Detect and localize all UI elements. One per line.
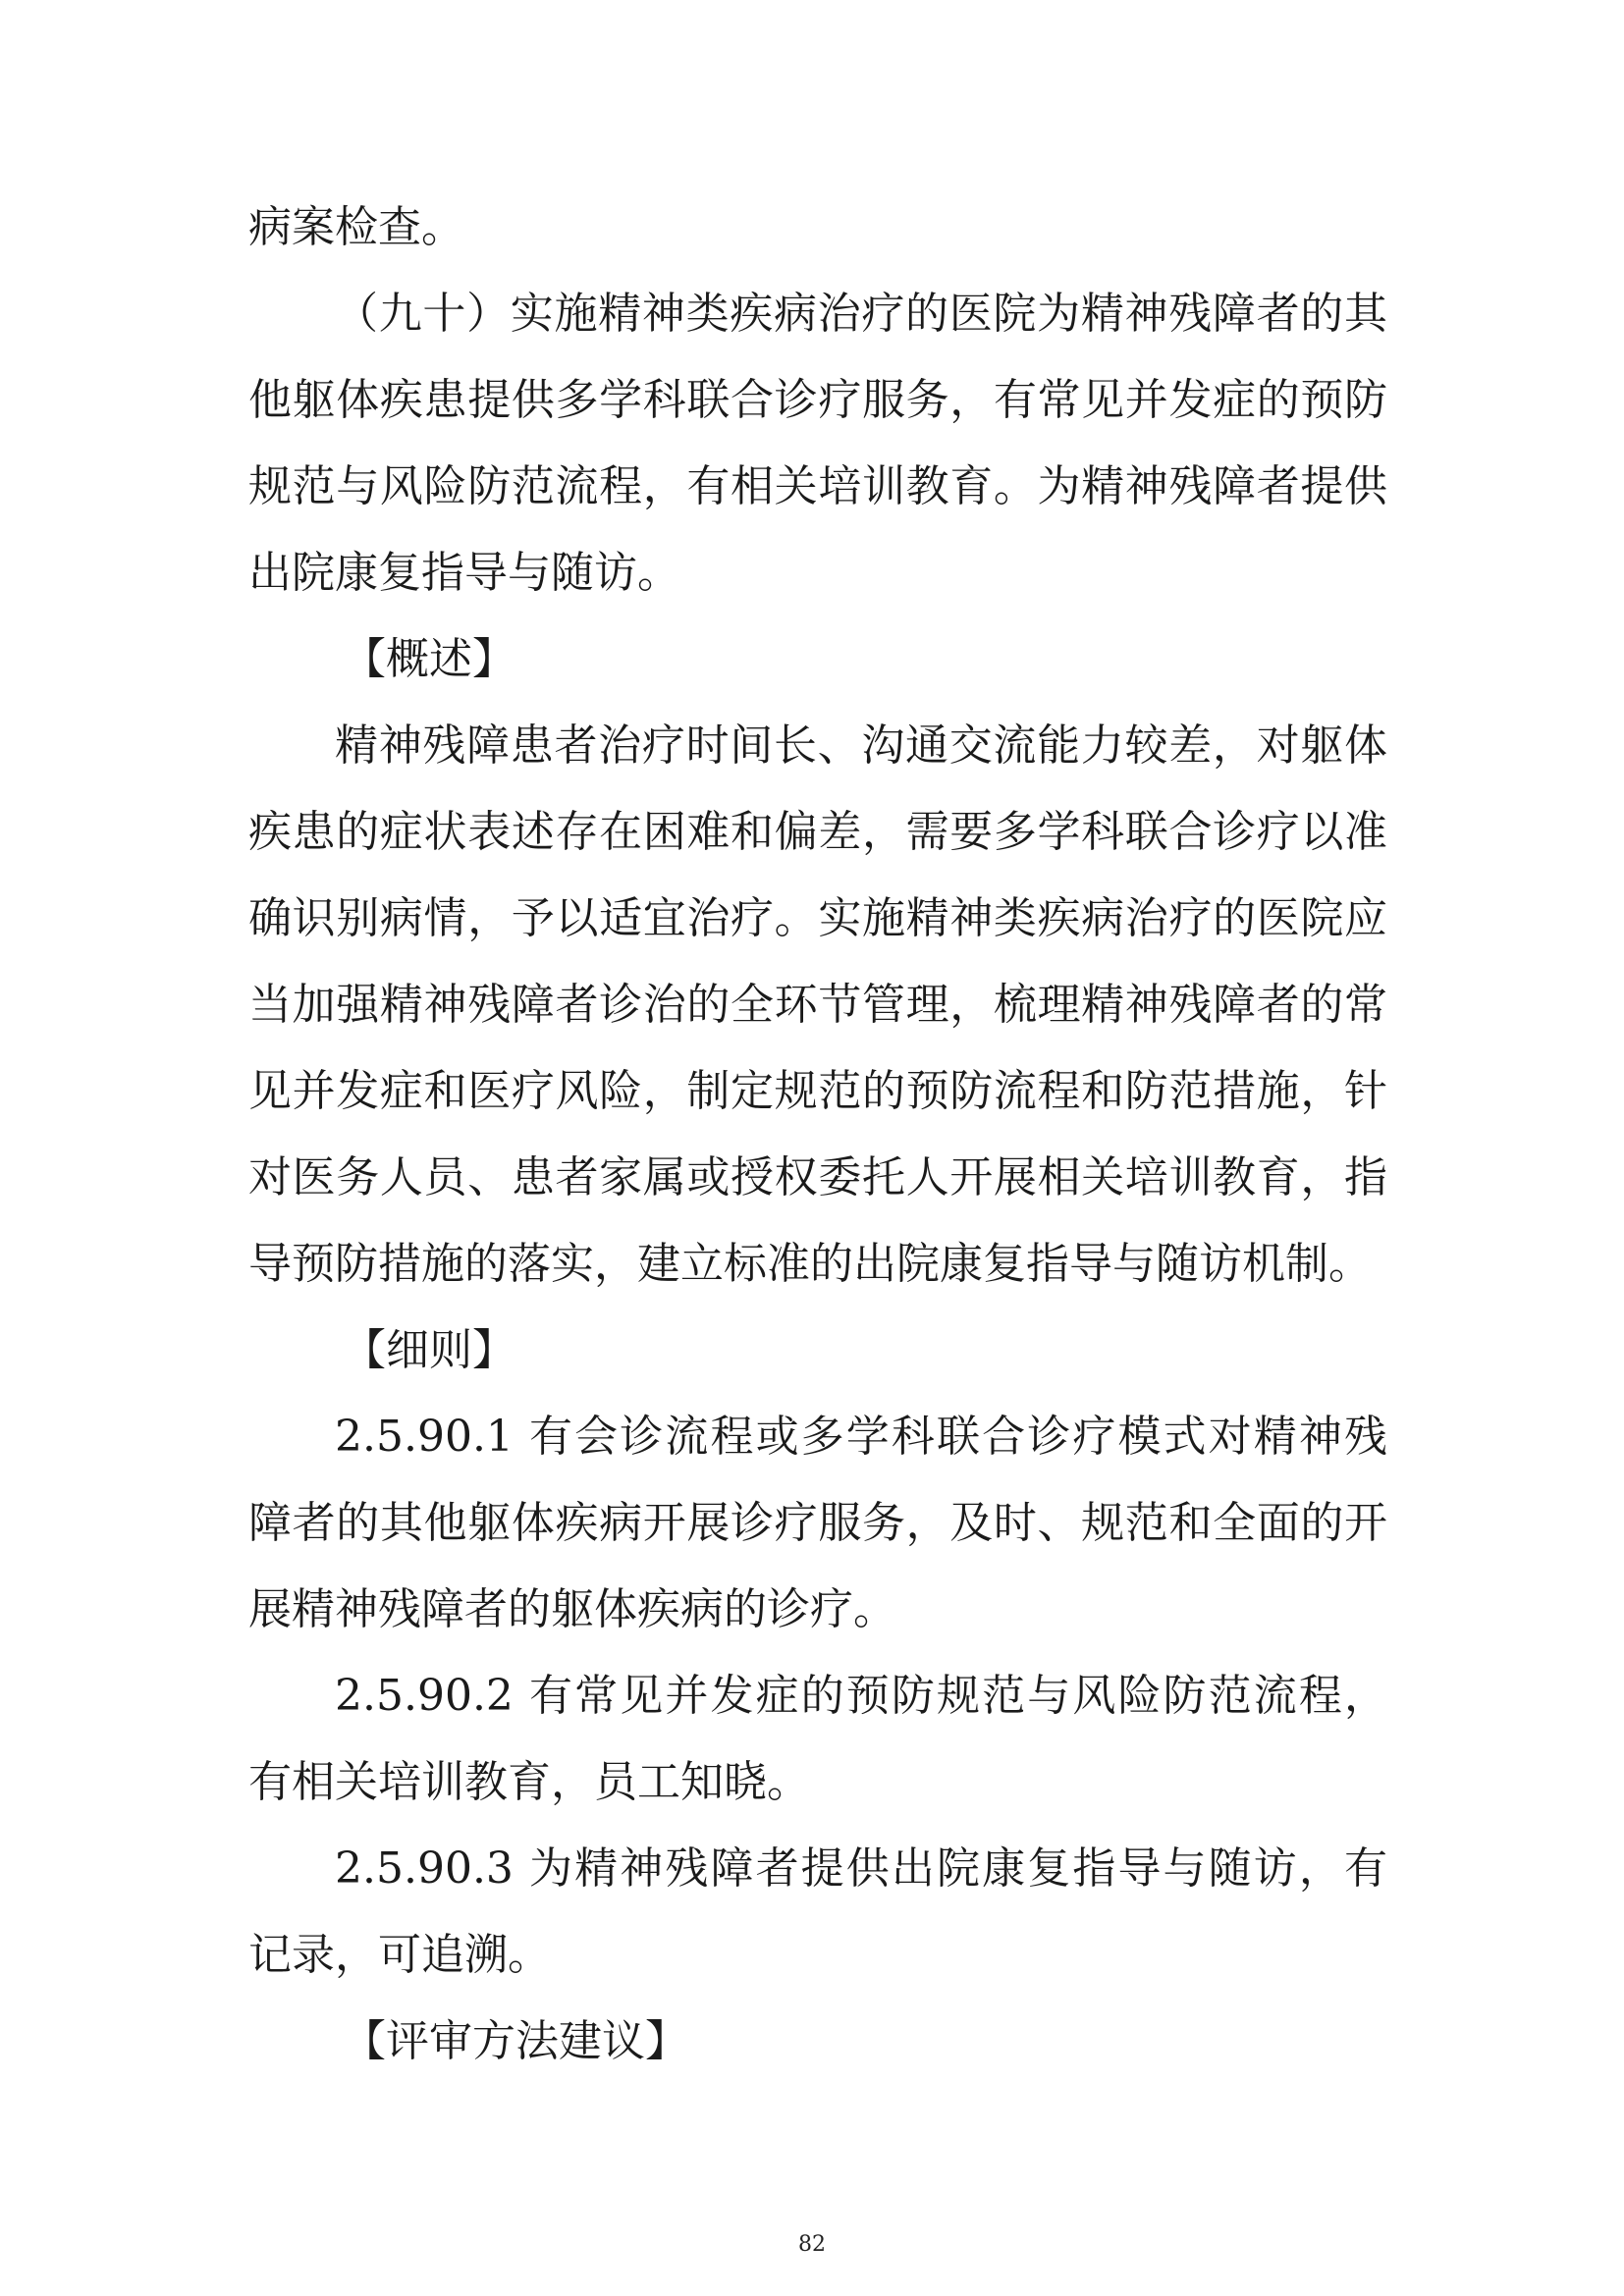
rule-2-5-90-2: 2.5.90.2 有常见并发症的预防规范与风险防范流程，有相关培训教育，员工知晓。 xyxy=(248,1671,1387,1807)
section-heading-overview: 【概述】 xyxy=(343,634,515,684)
paragraph-item-90: （九十）实施精神类疾病治疗的医院为精神残障者的其他躯体疾患提供多学科联合诊疗服务，有常见并发症的预防规范与风险防范流程，有相关培训教育。为精神残障者提供出院康复指导与随访。 xyxy=(248,289,1387,598)
rule-2-5-90-3: 2.5.90.3 为精神残障者提供出院康复指导与随访，有记录，可追溯。 xyxy=(248,1843,1387,1980)
rule-2-5-90-1: 2.5.90.1 有会诊流程或多学科联合诊疗模式对精神残障者的其他躯体疾病开展诊疗服务，及时、规范和全面的开展精神残障者的躯体疾病的诊疗。 xyxy=(248,1412,1387,1634)
page-number: 82 xyxy=(798,2232,826,2257)
paragraph-overview: 精神残障患者治疗时间长、沟通交流能力较差，对躯体疾患的症状表述存在困难和偏差，需要多学科联合诊疗以准确识别病情，予以适宜治疗。实施精神类疾病治疗的医院应当加强精神残障者诊治的全环节管理，梳理精神残障者的常见并发症和医疗风险，制定规范的预防流程和防范措施，针对医务人员、患者家属或授权委托人开展相关培训教育，指导预防措施的落实，建立标准的出院康复指导与随访机制。 xyxy=(248,721,1387,1289)
section-heading-rules: 【细则】 xyxy=(343,1325,515,1375)
paragraph-continuation: 病案检查。 xyxy=(248,202,464,252)
document-body xyxy=(248,185,1387,2085)
section-heading-review-methods: 【评审方法建议】 xyxy=(343,2016,688,2066)
